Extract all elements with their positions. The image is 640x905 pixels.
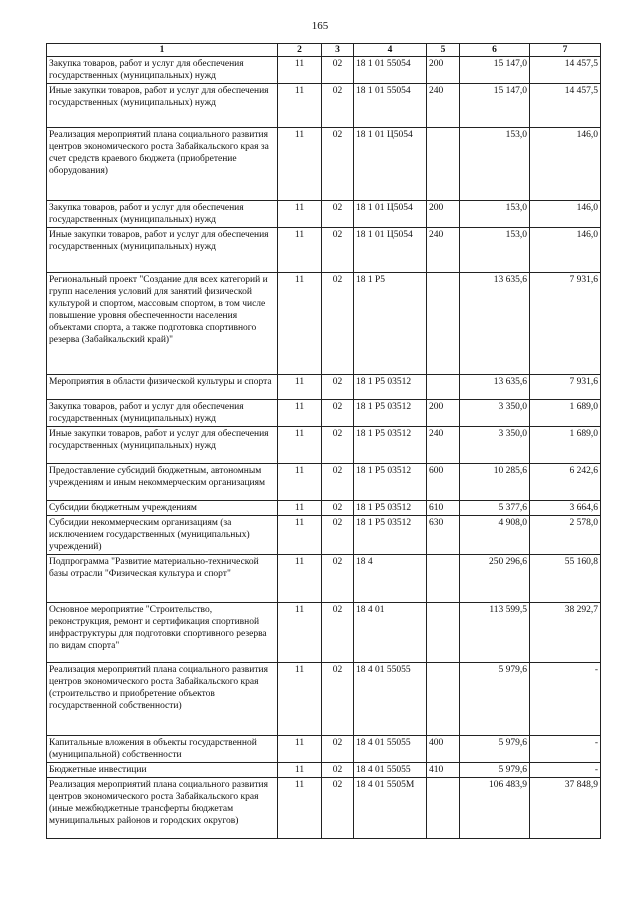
table-cell: 18 1 01 55054 (354, 57, 427, 84)
table-cell: 11 (278, 128, 322, 201)
table-cell: 18 1 01 Ц5054 (354, 228, 427, 273)
page-number: 165 (311, 20, 329, 32)
table-cell: 18 1 P5 03512 (354, 375, 427, 400)
table-row (47, 763, 601, 778)
table-cell: 02 (322, 427, 354, 464)
table-cell: 240 (427, 228, 460, 273)
table-cell: 1 689,0 (530, 427, 601, 464)
table-cell: 2 578,0 (530, 516, 601, 555)
table-cell: 18 1 P5 03512 (354, 464, 427, 501)
table-cell: 02 (322, 555, 354, 603)
table-cell: 600 (427, 464, 460, 501)
table-cell: 106 483,9 (460, 778, 530, 839)
table-cell: Реализация мероприятий плана социального развития центров экономического роста Забайкальского края за счет средств краевого бюджета (приобретение оборудования) (47, 128, 278, 201)
table-cell: 11 (278, 464, 322, 501)
table-cell: Предоставление субсидий бюджетным, автономным учреждениям и иным некоммерческим организациям (47, 464, 278, 501)
table-cell: 02 (322, 501, 354, 516)
table-cell: 113 599,5 (460, 603, 530, 663)
table-cell: 18 4 (354, 555, 427, 603)
table-cell: Субсидии некоммерческим организациям (за исключением государственных (муниципальных) учреждений) (47, 516, 278, 555)
table-cell: 11 (278, 57, 322, 84)
table-cell: 200 (427, 201, 460, 228)
table-cell: 55 160,8 (530, 555, 601, 603)
table-cell: 02 (322, 736, 354, 763)
table-cell: Иные закупки товаров, работ и услуг для обеспечения государственных (муниципальных) нужд (47, 427, 278, 464)
table-cell: 37 848,9 (530, 778, 601, 839)
column-header: 1 (47, 44, 278, 57)
table-cell: 5 979,6 (460, 763, 530, 778)
table-cell: 11 (278, 375, 322, 400)
table-cell: 02 (322, 128, 354, 201)
column-header: 5 (427, 44, 460, 57)
table-row (47, 516, 601, 555)
table-cell: - (530, 763, 601, 778)
table-cell: Капитальные вложения в объекты государственной (муниципальной) собственности (47, 736, 278, 763)
table-cell: 11 (278, 516, 322, 555)
table-cell: Реализация мероприятий плана социального развития центров экономического роста Забайкальского края (строительство и приобретение объектов государственной собственности) (47, 663, 278, 736)
table-row (47, 555, 601, 603)
table-cell: 5 979,6 (460, 736, 530, 763)
table-cell: 153,0 (460, 228, 530, 273)
table-cell: 18 1 01 55054 (354, 84, 427, 128)
table-cell: Закупка товаров, работ и услуг для обеспечения государственных (муниципальных) нужд (47, 201, 278, 228)
table-cell: 11 (278, 736, 322, 763)
table-cell: 146,0 (530, 228, 601, 273)
table-cell: 630 (427, 516, 460, 555)
table-row (47, 736, 601, 763)
table-cell: 02 (322, 603, 354, 663)
table-cell: 18 4 01 55055 (354, 663, 427, 736)
table-cell: 11 (278, 501, 322, 516)
table-cell: 38 292,7 (530, 603, 601, 663)
budget-table (46, 43, 601, 839)
table-cell: 240 (427, 427, 460, 464)
table-cell: 02 (322, 663, 354, 736)
table-cell: 11 (278, 400, 322, 427)
table-cell: 02 (322, 778, 354, 839)
table-cell: Бюджетные инвестиции (47, 763, 278, 778)
table-cell: 7 931,6 (530, 375, 601, 400)
table-cell: 18 1 P5 03512 (354, 400, 427, 427)
table-row (47, 778, 601, 839)
table-cell: 3 350,0 (460, 400, 530, 427)
table-cell: 15 147,0 (460, 84, 530, 128)
table-cell: 11 (278, 763, 322, 778)
table-cell: 11 (278, 663, 322, 736)
table-row (47, 228, 601, 273)
table-row (47, 201, 601, 228)
table-cell: 18 4 01 (354, 603, 427, 663)
table-cell: Мероприятия в области физической культуры и спорта (47, 375, 278, 400)
table-cell: Реализация мероприятий плана социального развития центров экономического роста Забайкальского края (иные межбюджетные трансферты бюджетам муниципальных районов и городских округов) (47, 778, 278, 839)
table-cell: 02 (322, 228, 354, 273)
column-header: 7 (530, 44, 601, 57)
table-cell: 6 242,6 (530, 464, 601, 501)
table-cell: 18 1 01 Ц5054 (354, 128, 427, 201)
table-header-row (47, 44, 601, 57)
table-cell: 02 (322, 375, 354, 400)
table-cell: 3 350,0 (460, 427, 530, 464)
table-cell: 4 908,0 (460, 516, 530, 555)
table-cell (427, 778, 460, 839)
column-header: 3 (322, 44, 354, 57)
table-cell: 153,0 (460, 128, 530, 201)
table-cell: 11 (278, 603, 322, 663)
table-cell: 11 (278, 555, 322, 603)
table-cell (427, 273, 460, 375)
table-cell: 5 377,6 (460, 501, 530, 516)
table-cell (427, 603, 460, 663)
table-row (47, 128, 601, 201)
table-row (47, 427, 601, 464)
table-cell: 14 457,5 (530, 57, 601, 84)
table-cell: 18 1 P5 03512 (354, 427, 427, 464)
table-cell: 18 1 P5 03512 (354, 516, 427, 555)
table-cell: 410 (427, 763, 460, 778)
table-cell: 02 (322, 464, 354, 501)
table-cell: 14 457,5 (530, 84, 601, 128)
table-cell: 02 (322, 400, 354, 427)
table-cell: 13 635,6 (460, 375, 530, 400)
table-cell (427, 375, 460, 400)
table-cell: 11 (278, 84, 322, 128)
table-row (47, 375, 601, 400)
table-cell: 02 (322, 201, 354, 228)
table-row (47, 273, 601, 375)
table-row (47, 663, 601, 736)
table-cell: 13 635,6 (460, 273, 530, 375)
table-cell (427, 128, 460, 201)
table-cell: 3 664,6 (530, 501, 601, 516)
table-cell: 153,0 (460, 201, 530, 228)
table-cell: Иные закупки товаров, работ и услуг для обеспечения государственных (муниципальных) нужд (47, 228, 278, 273)
table-cell: 5 979,6 (460, 663, 530, 736)
table-cell: 18 1 01 Ц5054 (354, 201, 427, 228)
table-cell: Основное мероприятие "Строительство, реконструкция, ремонт и сертификация спортивной инфраструктуры для подготовки спортивного резерва по видам спорта" (47, 603, 278, 663)
table-cell: Подпрограмма "Развитие материально-технической базы отрасли "Физическая культура и спорт" (47, 555, 278, 603)
table-cell: Иные закупки товаров, работ и услуг для обеспечения государственных (муниципальных) нужд (47, 84, 278, 128)
table-cell: 200 (427, 57, 460, 84)
table-row (47, 603, 601, 663)
table-cell: 02 (322, 516, 354, 555)
column-header: 2 (278, 44, 322, 57)
table-cell: Субсидии бюджетным учреждениям (47, 501, 278, 516)
table-cell: 11 (278, 201, 322, 228)
table-cell: 11 (278, 273, 322, 375)
table-row (47, 57, 601, 84)
table-row (47, 501, 601, 516)
table-cell: 250 296,6 (460, 555, 530, 603)
table-cell: 146,0 (530, 201, 601, 228)
table-cell: Закупка товаров, работ и услуг для обеспечения государственных (муниципальных) нужд (47, 400, 278, 427)
column-header: 4 (354, 44, 427, 57)
column-header: 6 (460, 44, 530, 57)
table-cell: 02 (322, 84, 354, 128)
table-cell: 18 4 01 5505M (354, 778, 427, 839)
table-cell: 15 147,0 (460, 57, 530, 84)
table-cell: 02 (322, 57, 354, 84)
table-cell: 18 4 01 55055 (354, 736, 427, 763)
table-cell: 400 (427, 736, 460, 763)
table-cell: 200 (427, 400, 460, 427)
table-row (47, 464, 601, 501)
table-cell: 7 931,6 (530, 273, 601, 375)
table-cell: 11 (278, 228, 322, 273)
table-row (47, 400, 601, 427)
table-cell: 02 (322, 763, 354, 778)
table-cell: 02 (322, 273, 354, 375)
table-cell: 18 1 P5 03512 (354, 501, 427, 516)
table-cell: - (530, 663, 601, 736)
table-cell: 18 4 01 55055 (354, 763, 427, 778)
table-row (47, 84, 601, 128)
table-cell: Закупка товаров, работ и услуг для обеспечения государственных (муниципальных) нужд (47, 57, 278, 84)
table-cell: 11 (278, 427, 322, 464)
table-cell: 240 (427, 84, 460, 128)
table-cell (427, 663, 460, 736)
table-cell: 11 (278, 778, 322, 839)
table-cell: 1 689,0 (530, 400, 601, 427)
table-body (47, 57, 601, 839)
table-cell: 610 (427, 501, 460, 516)
table-cell: 10 285,6 (460, 464, 530, 501)
table-cell: 18 1 P5 (354, 273, 427, 375)
table-cell: 146,0 (530, 128, 601, 201)
table-cell: - (530, 736, 601, 763)
table-cell: Региональный проект "Создание для всех категорий и групп населения условий для занятий физической культурой и спортом, массовым спортом, в том числе повышение уровня обеспеченности населения объектами спорта, а также подготовка спортивного резерва (Забайкальский край)" (47, 273, 278, 375)
table-cell (427, 555, 460, 603)
